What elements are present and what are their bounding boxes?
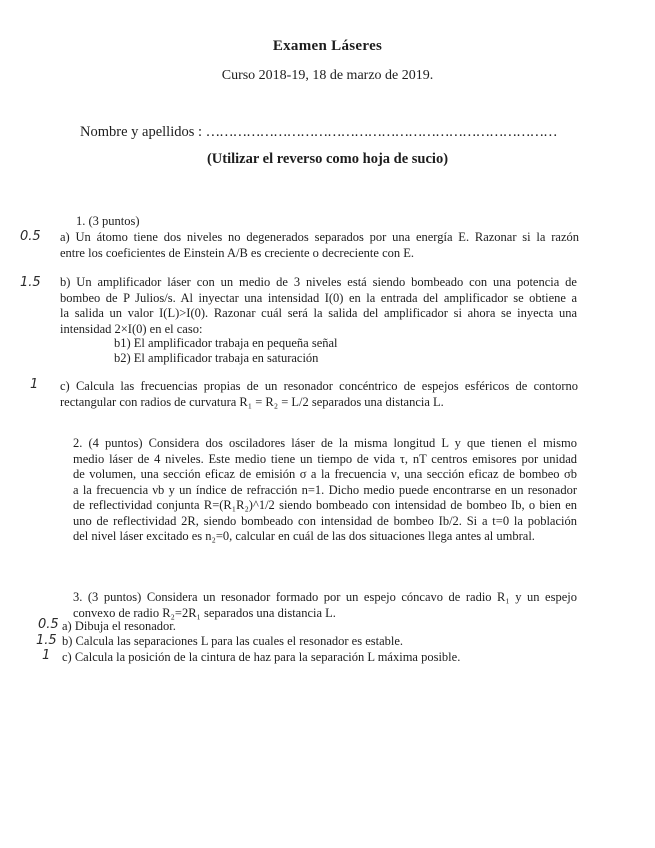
grade-q1a: 0.5 xyxy=(20,229,41,244)
grade-q3a: 0.5 xyxy=(38,617,59,632)
q3-text xyxy=(73,590,577,621)
q1-part-a xyxy=(60,230,579,261)
q1-b1: b1) El amplificador trabaja en pequeña señal xyxy=(114,336,338,350)
q2-line: uno de reflectividad 2R, siendo bombeado con intensidad de bombeo Ib/2. Si a t=0 la población xyxy=(73,513,577,528)
q1b-line: bombeo de P Julios/s. Al inyectar una intensidad I(0) en la entrada del amplificador se obtiene a xyxy=(60,290,577,305)
q2-line: a la frecuencia νb y un índice de refracción n=1. Dicho medio puede encontrarse en un resonador xyxy=(73,482,577,497)
q1c-line: rectangular con radios de curvatura R₁ = R₂ = L/2 separados una distancia L. xyxy=(60,394,444,409)
q2-line: 2. (4 puntos) Considera dos osciladores láser de la misma longitud L y que tienen el mismo xyxy=(73,436,577,450)
scratch-note: (Utilizar el reverso como hoja de sucio) xyxy=(206,151,449,167)
q1-part-c xyxy=(60,379,578,410)
q3-line: 3. (3 puntos) Considera un resonador formado por un espejo cóncavo de radio R₁ y un espejo xyxy=(73,590,577,604)
q3-part-b: b) Calcula las separaciones L para las cuales el resonador es estable. xyxy=(62,634,404,648)
q1-b2: b2) El amplificador trabaja en saturación xyxy=(114,351,319,365)
exam-title: Examen Láseres xyxy=(272,38,383,54)
grade-q1b: 1.5 xyxy=(20,275,41,290)
q2-line: de volumen, una sección eficaz de emisión σ a la frecuencia ν, una sección eficaz de bombeo σb xyxy=(73,467,577,481)
course-date: Curso 2018-19, 18 de marzo de 2019. xyxy=(221,68,434,83)
q1b-line: la salida un valor I(L)>I(0). Razonar cuál será la salida del amplificador si ahora se inyecta una xyxy=(60,306,577,320)
name-label: Nombre y apellidos : xyxy=(80,124,203,140)
q1a-line: a) Un átomo tiene dos niveles no degenerados separados por una energía E. Razonar si la razón xyxy=(60,230,579,244)
q1b-line: intensidad 2×I(0) en el caso: xyxy=(60,321,203,336)
q1-heading: 1. (3 puntos) xyxy=(76,214,140,228)
name-dots: …………………………………………………………………… xyxy=(205,124,557,140)
q1b-line: b) Un amplificador láser con un medio de 3 niveles está siendo bombeado con una potencia de xyxy=(60,275,577,289)
name-field xyxy=(80,124,557,141)
grade-q3b: 1.5 xyxy=(36,633,57,648)
q2-line: de reflectividad conjunta R=(R₁R₂)^1/2 siendo bombeado con intensidad de bombeo Ib, o bien en xyxy=(73,498,577,512)
q3-part-a: a) Dibuja el resonador. xyxy=(62,619,176,633)
q1a-line: entre los coeficientes de Einstein A/B es creciente o decreciente con E. xyxy=(60,245,415,260)
q3-line: convexo de radio R₂=2R₁ separados una distancia L. xyxy=(73,605,336,620)
q2-text xyxy=(73,436,577,545)
q2-line: medio láser de 4 niveles. Este medio tiene un tiempo de vida τ, nT centros emisores por unidad xyxy=(73,451,577,466)
q2-line: del nivel láser excitado es n₂=0, calcular en cuál de las dos situaciones llega antes al umbral. xyxy=(73,529,535,543)
q1-part-b xyxy=(60,275,577,337)
grade-q3c: 1 xyxy=(42,648,51,663)
q1c-line: c) Calcula las frecuencias propias de un resonador concéntrico de espejos esféricos de contorno xyxy=(60,379,578,393)
grade-q1c: 1 xyxy=(30,377,39,392)
q3-part-c: c) Calcula la posición de la cintura de haz para la separación L máxima posible. xyxy=(62,650,461,664)
